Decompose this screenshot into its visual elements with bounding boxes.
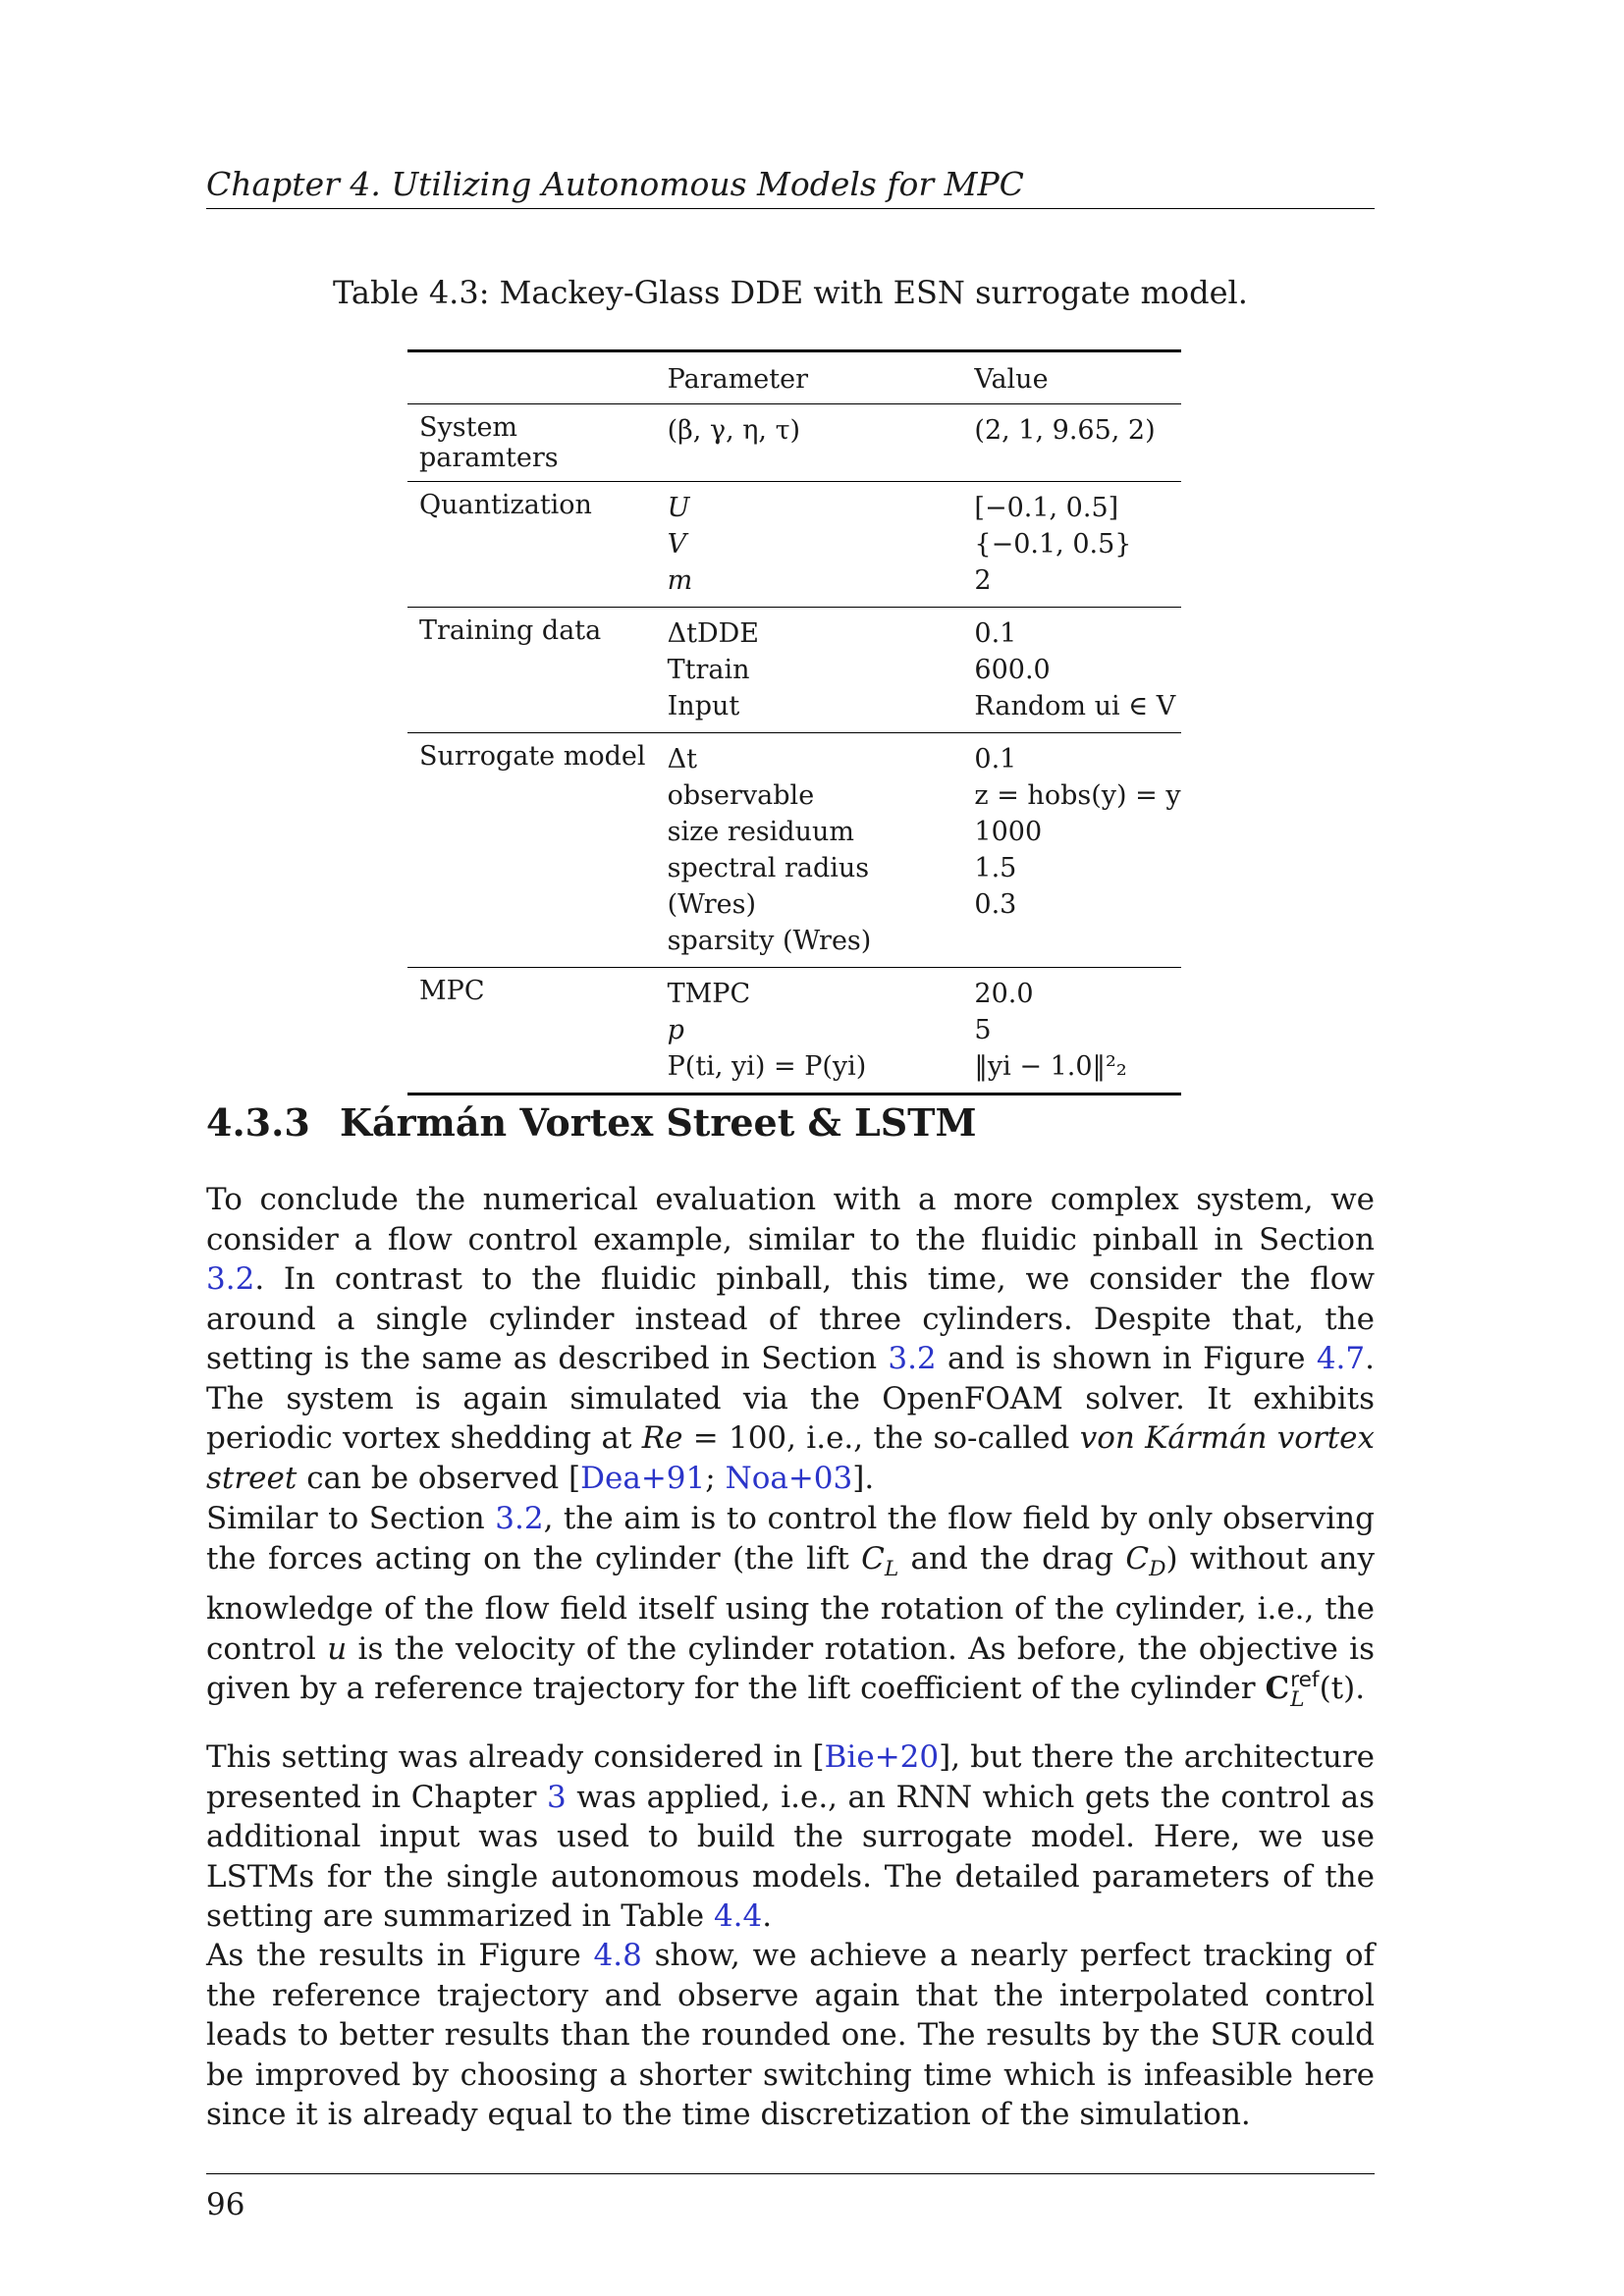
group-label: MPC [407, 968, 656, 1095]
math-sub: D [1149, 1556, 1166, 1581]
math-sup: ref [1290, 1668, 1320, 1693]
chapter-ref-link[interactable]: 3 [546, 1779, 567, 1815]
value-cell [962, 968, 1181, 1095]
parameter-value: Random ui ∈ V [974, 691, 1176, 721]
text-run: Similar to Section [206, 1501, 496, 1536]
section-ref-link[interactable]: 3.2 [495, 1501, 544, 1536]
text-run: . The system is again simulated via the OpenFOAM solver. It exhibits periodic vortex shedding at [206, 1341, 1375, 1456]
value-cell [962, 733, 1181, 968]
table-group-quantization [407, 482, 1181, 608]
text-run: (t). [1319, 1671, 1366, 1707]
math-re: Re [641, 1420, 683, 1456]
parameter-name: m [667, 565, 693, 596]
text-run: = 100, i.e., the so-called [682, 1420, 1080, 1456]
math-sub: L [884, 1556, 899, 1581]
math-u: u [327, 1630, 348, 1667]
text-run: and the drag [898, 1540, 1126, 1576]
paragraph-1 [206, 1180, 1375, 1498]
section-title: Kármán Vortex Street & LSTM [340, 1100, 977, 1145]
text-run: ]. [852, 1460, 875, 1496]
parameter-name: observable [667, 780, 815, 811]
text-run: This setting was already considered in [ [206, 1739, 825, 1775]
parameter-name: sparsity (Wres) [667, 926, 872, 956]
value-cell [962, 404, 1181, 482]
page-number: 96 [206, 2187, 245, 2222]
header-cell-empty [407, 351, 656, 404]
parameter-value: 0.3 [974, 889, 1017, 920]
citation-link[interactable]: Bie+20 [824, 1739, 940, 1775]
table-group-surrogate [407, 733, 1181, 968]
group-label: Surrogate model [407, 733, 656, 968]
parameter-name: Input [667, 691, 740, 721]
math-sub: L [1290, 1686, 1305, 1712]
text-run: show, we achieve a nearly perfect tracking of the reference trajectory and observe again that the interpolated control leads to better results than the rounded one. The results by the SUR could be improved by choosing a shorter switching time which is infeasible here since it is already equal to the time discretization of the simulation. [206, 1938, 1376, 2132]
section-heading [206, 1099, 977, 1147]
table-header-row [407, 351, 1181, 404]
table-ref-link[interactable]: 4.4 [713, 1898, 763, 1934]
parameter-value: 600.0 [974, 655, 1051, 685]
figure-ref-link[interactable]: 4.7 [1316, 1341, 1366, 1376]
parameter-name: size residuum [667, 817, 854, 847]
value-cell [962, 482, 1181, 608]
parameter-value: {−0.1, 0.5} [974, 529, 1132, 560]
parameter-name: p [667, 1015, 684, 1045]
paragraph-2 [206, 1499, 1375, 1712]
parameter-value: ‖yi − 1.0‖²₂ [974, 1051, 1127, 1082]
text-run: is the velocity of the cylinder rotation. As before, the objective is given by a reference trajectory for the lift coefficient of the cylinder [206, 1630, 1375, 1707]
parameter-cell [656, 733, 963, 968]
text-run: can be observed [ [297, 1460, 581, 1496]
parameter-cell [656, 968, 963, 1095]
text-run: . [762, 1898, 773, 1934]
group-label: Training data [407, 608, 656, 733]
text-run: and is shown in Figure [936, 1341, 1317, 1376]
text-run: To conclude the numerical evaluation with a more complex system, we consider a flow control example, similar to the fluidic pinball in Section [206, 1182, 1375, 1257]
parameter-name: (β, γ, η, τ) [667, 415, 801, 446]
math-cref: C [1265, 1671, 1290, 1707]
parameter-value: 20.0 [974, 979, 1034, 1009]
parameter-name: V [667, 529, 687, 560]
paragraph-4 [206, 1936, 1375, 2135]
parameter-name: P(ti, yi) = P(yi) [667, 1051, 867, 1082]
footer-rule [206, 2173, 1375, 2174]
parameter-value: 1.5 [974, 853, 1017, 883]
text-run: . In contrast to the fluidic pinball, this time, we consider the flow around a single cylinder instead of three cylinders. Despite that, the setting is the same as described in Section [206, 1261, 1375, 1376]
section-ref-link[interactable]: 3.2 [206, 1261, 255, 1297]
parameter-name: TMPC [667, 979, 751, 1009]
parameter-value: (2, 1, 9.65, 2) [974, 415, 1156, 446]
text-run: , the aim is to control the flow field by only observing the forces acting on the cylinder (the lift [206, 1501, 1375, 1576]
parameter-value: z = hobs(y) = y [974, 780, 1181, 811]
value-cell [962, 608, 1181, 733]
parameter-value: 5 [974, 1015, 992, 1045]
citation-link[interactable]: Noa+03 [725, 1460, 853, 1496]
parameter-cell [656, 404, 963, 482]
math-cl: C [861, 1540, 885, 1576]
parameter-name: ΔtDDE [667, 618, 759, 649]
table-group-mpc [407, 968, 1181, 1095]
table-caption: Table 4.3: Mackey-Glass DDE with ESN surrogate model. [333, 274, 1248, 311]
math-cd: C [1125, 1540, 1150, 1576]
parameter-value: [−0.1, 0.5] [974, 493, 1119, 523]
section-number: 4.3.3 [206, 1100, 310, 1145]
group-label: Quantization [407, 482, 656, 608]
figure-ref-link[interactable]: 4.8 [593, 1938, 642, 1973]
group-label: System paramters [407, 404, 656, 482]
header-cell-value: Value [962, 351, 1181, 404]
parameter-cell [656, 482, 963, 608]
parameter-value: 2 [974, 565, 992, 596]
section-ref-link[interactable]: 3.2 [888, 1341, 937, 1376]
parameter-value: 0.1 [974, 618, 1017, 649]
parameter-name: Ttrain [667, 655, 750, 685]
parameter-table [407, 349, 1181, 1095]
parameter-cell [656, 608, 963, 733]
citation-link[interactable]: Dea+91 [580, 1460, 706, 1496]
text-run: ) without any knowledge of the flow field itself using the rotation of the cylinder, i.e., the control [206, 1540, 1375, 1667]
running-header: Chapter 4. Utilizing Autonomous Models for MPC [206, 165, 1375, 209]
text-run: ; [705, 1460, 726, 1496]
paragraph-3 [206, 1737, 1375, 1937]
text-run: As the results in Figure [206, 1938, 594, 1973]
parameter-value: 0.1 [974, 744, 1017, 774]
parameter-name: Δt [667, 744, 697, 774]
emphasis: von Kármán vortex street [206, 1420, 1375, 1496]
header-cell-parameter: Parameter [656, 351, 963, 404]
table-group-system [407, 404, 1181, 482]
text-run: ], but there the architecture presented in Chapter [206, 1739, 1375, 1815]
parameter-name: spectral radius (Wres) [667, 853, 870, 920]
parameter-value: 1000 [974, 817, 1043, 847]
text-run: was applied, i.e., an RNN which gets the control as additional input was used to build the surrogate model. Here, we use LSTMs for the single autonomous models. The detailed parameters of the setting are summarized in Table [206, 1779, 1376, 1934]
parameter-name: U [667, 493, 690, 523]
table-group-training [407, 608, 1181, 733]
